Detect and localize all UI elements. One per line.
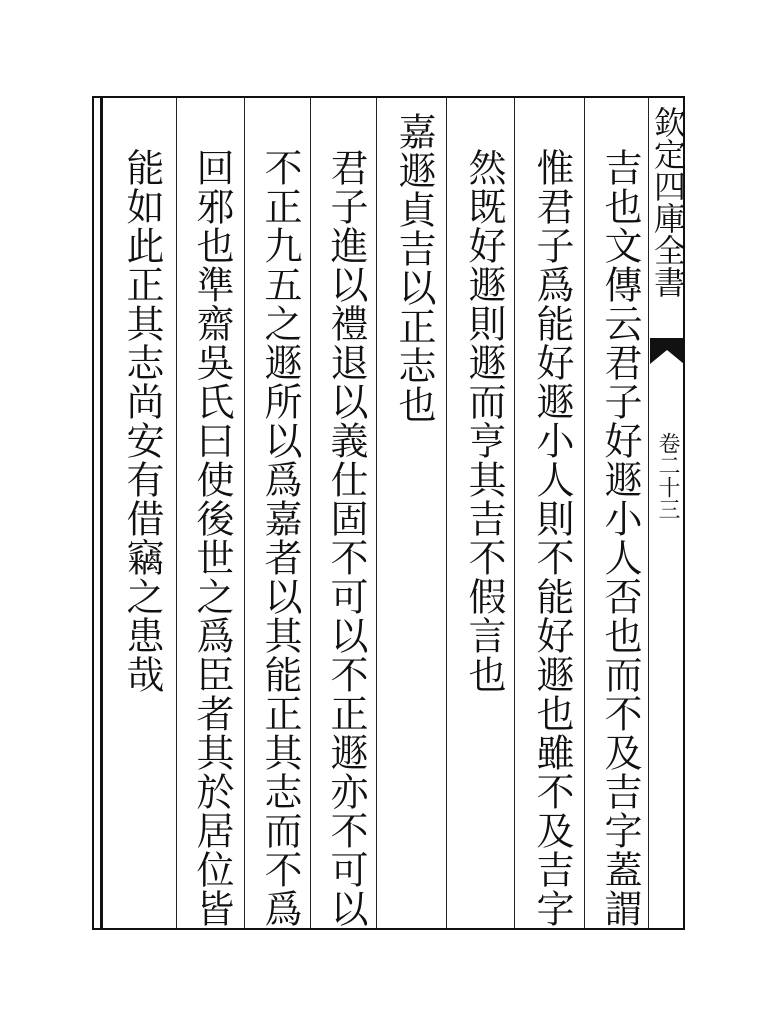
text-column-4: 嘉遯貞吉以正志也 <box>392 112 436 424</box>
text-column-8: 能如此正其志尚安有借竊之患哉 <box>120 148 164 694</box>
column-rule <box>310 98 311 928</box>
column-rule <box>176 98 177 928</box>
text-column-5: 君子進以禮退以義仕固不可以不正遯亦不可以 <box>324 148 368 928</box>
column-rule <box>584 98 585 928</box>
text-column-1: 吉也文傳云君子好遯小人否也而不及吉字蓋謂 <box>598 148 642 928</box>
column-rule <box>514 98 515 928</box>
column-rule <box>244 98 245 928</box>
column-rule <box>376 98 377 928</box>
book-title: 欽定四庫全書 <box>649 106 687 298</box>
text-column-7: 回邪也準齋吳氏曰使後世之爲臣者其於居位皆 <box>190 148 234 928</box>
text-column-2: 惟君子爲能好遯小人則不能好遯也雖不及吉字 <box>530 148 574 928</box>
text-column-3: 然既好遯則遯而亨其吉不假言也 <box>462 148 506 694</box>
fishtail-mark-icon <box>650 338 684 364</box>
text-column-6: 不正九五之遯所以爲嘉者以其能正其志而不爲 <box>258 148 302 928</box>
column-rule <box>446 98 447 928</box>
volume-label: 卷二十三 <box>655 432 680 520</box>
page-border-inner <box>100 96 103 930</box>
